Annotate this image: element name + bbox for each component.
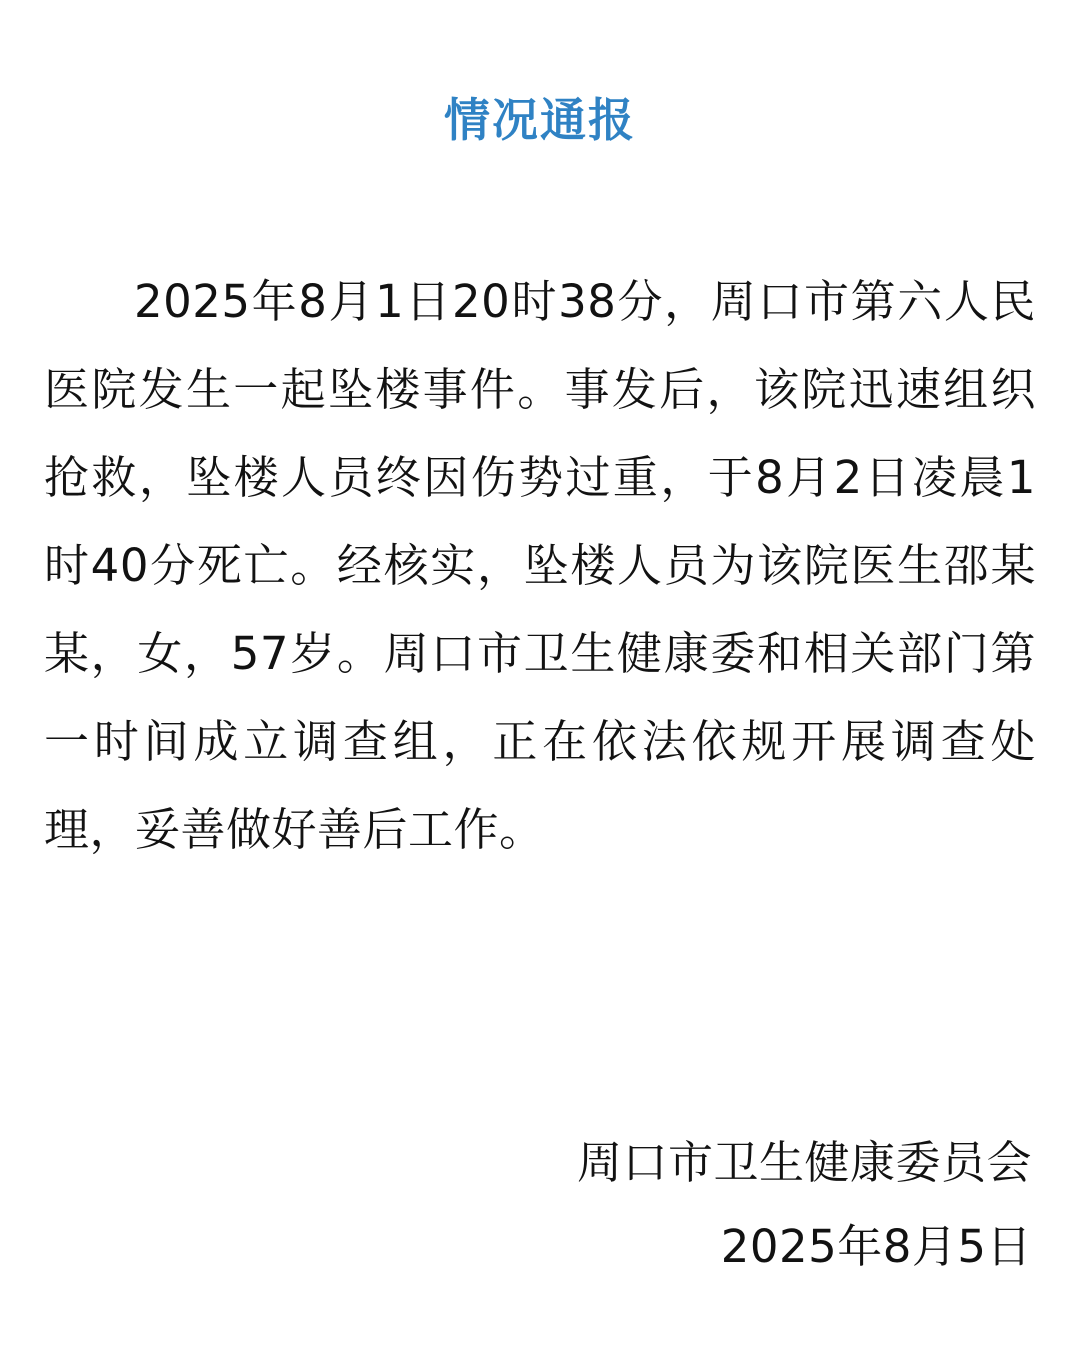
notice-body-text: 2025年8月1日20时38分，周口市第六人民医院发生一起坠楼事件。事发后，该院迅速组织抢救，坠楼人员终因伤势过重，于8月2日凌晨1时40分死亡。经核实，坠楼人员为该院医生邵某某，女，57岁。周口市卫生健康委和相关部门第一时间成立调查组，正在依法依规开展调查处理，妥善做好善后工作。 (44, 275, 1036, 856)
signature-organization: 周口市卫生健康委员会 (576, 1135, 1032, 1189)
page-title: 情况通报 (444, 92, 636, 147)
notice-page (0, 31, 1080, 1345)
signature-date: 2025年8月5日 (720, 1219, 1032, 1273)
notice-body-block (0, 258, 1080, 874)
signature-block (577, 1121, 1032, 1289)
